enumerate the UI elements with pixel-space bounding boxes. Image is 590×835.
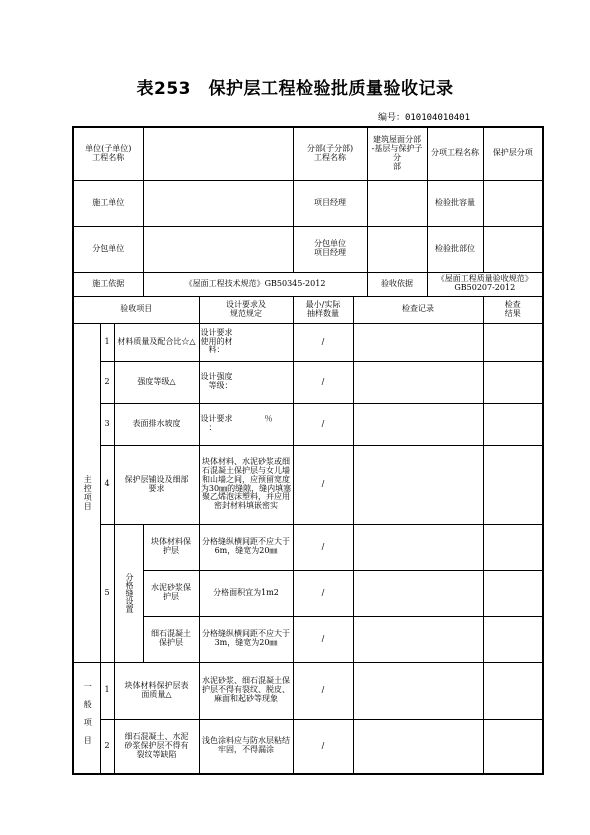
table-row [73, 445, 543, 524]
check-result-field[interactable] [483, 323, 543, 361]
check-record-field[interactable] [353, 570, 483, 616]
col-header-item: 验收项目 [73, 296, 199, 323]
item-name-value[interactable]: 保护层分项 [483, 127, 543, 180]
record-number [378, 110, 470, 123]
row-number: 3 [100, 403, 114, 445]
item-name: 细石混凝土、水泥 砂浆保护层不得有 裂纹等缺陷 [114, 719, 199, 774]
subcontractor-label: 分包单位 [73, 226, 143, 272]
sub-item-name: 块体材料保 护层 [143, 524, 199, 570]
row-number: 4 [100, 445, 114, 524]
acceptance-basis-label: 验收依据 [367, 272, 427, 296]
check-record-field[interactable] [353, 445, 483, 524]
table-row [73, 662, 543, 719]
unit-name-label: 单位(子单位) 工程名称 [73, 127, 143, 180]
sample-count: / [293, 403, 353, 445]
requirement-text: 分格缝纵横间距不应大于3m，缝宽为20㎜ [199, 616, 293, 662]
requirement-text: 分格面积宜为1m2 [199, 570, 293, 616]
requirement-text: 浅色涂料应与防水层粘结牢固，不得漏涂 [199, 719, 293, 774]
row-number: 1 [100, 323, 114, 361]
sample-count: / [293, 361, 353, 403]
item-name: 材料质量及配合比☆△ [114, 323, 199, 361]
requirement-text: 水泥砂浆、细石混凝土保护层不得有裂纹、脱皮、麻面和起砂等现象 [199, 662, 293, 719]
col-header-requirement: 设计要求及 规范规定 [199, 296, 293, 323]
sample-count: / [293, 445, 353, 524]
sub-item-name: 细石混凝土 保护层 [143, 616, 199, 662]
check-record-field[interactable] [353, 616, 483, 662]
constructor-label: 施工单位 [73, 180, 143, 226]
joint-group-label: 分格缝设置 [114, 524, 143, 662]
sample-count: / [293, 662, 353, 719]
item-name-label: 分项工程名称 [427, 127, 483, 180]
general-group-label: 一般项目 [73, 662, 100, 774]
subcontractor-pm-label: 分包单位 项目经理 [293, 226, 367, 272]
check-record-field[interactable] [353, 719, 483, 774]
sample-count: / [293, 524, 353, 570]
row-number: 2 [100, 361, 114, 403]
requirement-text: 设计强度 等级： [199, 361, 293, 403]
main-control-group-label: 主控项目 [73, 323, 100, 662]
table-row [73, 616, 543, 662]
subcontractor-pm-field[interactable] [367, 226, 427, 272]
inspection-form-table [72, 126, 544, 775]
batch-capacity-field[interactable] [483, 180, 543, 226]
item-name: 块体材料保护层表 面质量△ [114, 662, 199, 719]
item-name: 表面排水坡度 [114, 403, 199, 445]
check-record-field[interactable] [353, 524, 483, 570]
table-row [73, 719, 543, 774]
subdivision-name-label: 分部(子分部) 工程名称 [293, 127, 367, 180]
requirement-text: 设计要求 ％ ： [199, 403, 293, 445]
check-result-field[interactable] [483, 361, 543, 403]
check-result-field[interactable] [483, 616, 543, 662]
batch-capacity-label: 检验批容量 [427, 180, 483, 226]
column-header-row [73, 296, 543, 323]
check-record-field[interactable] [353, 361, 483, 403]
col-header-record: 检查记录 [353, 296, 483, 323]
sample-count: / [293, 570, 353, 616]
requirement-text: 块体材料、水泥砂浆或细石混凝土保护层与女儿墙和山墙之间，应预留宽度为30㎜的缝隙，缝内填塞聚乙烯泡沫塑料，并应用密封材料填嵌密实 [199, 445, 293, 524]
col-header-sample: 最小/实际 抽样数量 [293, 296, 353, 323]
batch-location-label: 检验批部位 [427, 226, 483, 272]
col-header-result: 检查 结果 [483, 296, 543, 323]
check-result-field[interactable] [483, 662, 543, 719]
row-number: 1 [100, 662, 114, 719]
project-manager-label: 项目经理 [293, 180, 367, 226]
requirement-text: 分格缝纵横间距不应大于6m，缝宽为20㎜ [199, 524, 293, 570]
header-row-constructor [73, 180, 543, 226]
row-number: 2 [100, 719, 114, 774]
header-row-basis [73, 272, 543, 296]
check-result-field[interactable] [483, 445, 543, 524]
check-record-field[interactable] [353, 323, 483, 361]
table-row [73, 570, 543, 616]
check-result-field[interactable] [483, 403, 543, 445]
row-number: 5 [100, 524, 114, 662]
subcontractor-field[interactable] [143, 226, 293, 272]
record-number-label: 编号： [377, 113, 405, 123]
sample-count: / [293, 616, 353, 662]
subdivision-name-value[interactable]: 建筑屋面分部 -基层与保护子分 部 [367, 127, 427, 180]
check-result-field[interactable] [483, 570, 543, 616]
sub-item-name: 水泥砂浆保 护层 [143, 570, 199, 616]
table-row [73, 361, 543, 403]
item-name: 保护层铺设及细部 要求 [114, 445, 199, 524]
requirement-text: 设计要求 使用的材 料： [199, 323, 293, 361]
sample-count: / [293, 323, 353, 361]
header-row-subcontractor [73, 226, 543, 272]
project-manager-field[interactable] [367, 180, 427, 226]
table-row [73, 524, 543, 570]
sample-count: / [293, 719, 353, 774]
check-result-field[interactable] [483, 524, 543, 570]
construction-basis-label: 施工依据 [73, 272, 143, 296]
table-row [73, 323, 543, 361]
acceptance-basis-value: 《屋面工程质量验收规范》 GB50207-2012 [427, 272, 543, 296]
check-record-field[interactable] [353, 662, 483, 719]
page-title: 表253 保护层工程检验批质量验收记录 [136, 79, 454, 99]
table-row [73, 403, 543, 445]
item-name: 强度等级△ [114, 361, 199, 403]
batch-location-field[interactable] [483, 226, 543, 272]
construction-basis-value: 《屋面工程技术规范》GB50345-2012 [143, 272, 367, 296]
check-result-field[interactable] [483, 719, 543, 774]
unit-name-field[interactable] [143, 127, 293, 180]
check-record-field[interactable] [353, 403, 483, 445]
constructor-field[interactable] [143, 180, 293, 226]
header-row-project [73, 127, 543, 180]
record-number-value: 010104010401 [404, 113, 470, 123]
